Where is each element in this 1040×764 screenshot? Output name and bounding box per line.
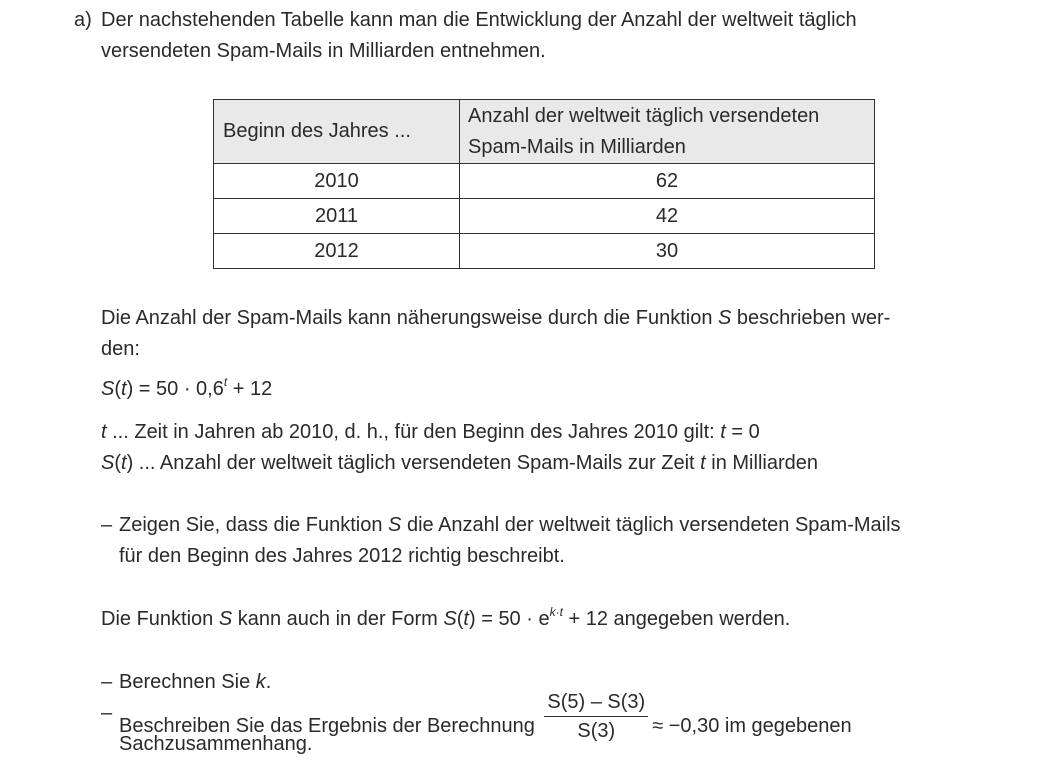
cell-year: 2010 <box>214 164 460 199</box>
task2-end: . <box>265 671 272 693</box>
alternative-form: Die Funktion S kann auch in der Form $S(t) = 50 \cdot e^{k\cdot t} + 12$ angegeben werden. <box>101 605 791 630</box>
legend-s-fn: S <box>101 452 115 474</box>
task1-line-2: für den Beginn des Jahres 2012 richtig beschreibt. <box>119 545 565 567</box>
cell-count: 62 <box>460 164 875 199</box>
header-count <box>460 100 875 164</box>
formula-argument: t <box>121 378 127 400</box>
dash-bullet: – <box>101 671 113 693</box>
legend-t-var: t <box>101 421 107 443</box>
task1-line-1 <box>119 510 1019 541</box>
legend-s-var: t <box>700 452 706 474</box>
task1-text: Zeigen Sie, dass die Funktion <box>119 514 389 536</box>
variable-legend <box>101 417 1001 479</box>
header-year: Beginn des Jahres ... <box>214 100 460 164</box>
cell-year: 2011 <box>214 199 460 234</box>
table-header-row <box>214 100 875 164</box>
cell-count: 30 <box>460 234 875 269</box>
task-list <box>101 667 1001 760</box>
desc-line-2: den: <box>101 338 140 360</box>
fraction-denominator: S(3) <box>577 720 616 742</box>
function-symbol: S <box>718 307 732 329</box>
task3-text: Beschreiben Sie das Ergebnis der Berechnung <box>119 714 541 737</box>
task1-text-end: die Anzahl der weltweit täglich versendeten Spam-Mails <box>401 514 901 536</box>
alt-arg: t <box>463 608 469 630</box>
desc-text-end: beschrieben wer- <box>736 307 891 329</box>
desc-line-1 <box>101 303 1001 334</box>
formula-rhs: ) = 50 · 0,6 <box>126 378 224 400</box>
legend-s-arg: t <box>121 452 127 474</box>
table-row <box>214 164 875 199</box>
function-formula: $S(t) = 50 \cdot 0,6^t + 12$ <box>101 375 273 400</box>
alt-exponent: k·t <box>549 605 563 619</box>
legend-t-var2: t <box>720 421 726 443</box>
task3-line-1 <box>119 691 1001 742</box>
dash-bullet: – <box>101 514 113 536</box>
formula-rhs-end: + 12 <box>227 378 273 400</box>
legend-s-text: ) ... Anzahl der weltweit täglich versendeten Spam-Mails zur Zeit <box>126 452 701 474</box>
table-row <box>214 199 875 234</box>
alt-fn: S <box>443 608 457 630</box>
legend-s: S(t) ... Anzahl der weltweit täglich versendeten Spam-Mails zur Zeit t in Milliarden <box>101 452 818 474</box>
task-describe-result <box>101 691 1001 760</box>
function-description <box>101 303 1001 365</box>
legend-s-end: in Milliarden <box>705 452 818 474</box>
table-row <box>214 234 875 269</box>
fraction-numerator: S(5) – S(3) <box>544 688 648 717</box>
task2-var: k <box>255 671 266 693</box>
task2-text: Berechnen Sie <box>119 671 256 693</box>
legend-t <box>101 417 1001 448</box>
intro-line-2: versendeten Spam-Mails in Milliarden entnehmen. <box>101 40 546 62</box>
intro-paragraph <box>74 5 1014 67</box>
header-count-line-2: Spam-Mails in Milliarden <box>468 135 686 158</box>
legend-t-end: = 0 <box>725 421 760 443</box>
task-label: a) <box>74 9 92 31</box>
alt-middle: kann auch in der Form <box>232 608 444 630</box>
intro-line-1: Der nachstehenden Tabelle kann man die Entwicklung der Anzahl der weltweit täglich <box>101 9 857 31</box>
task1-var: S <box>388 514 402 536</box>
alt-text: Die Funktion <box>101 608 219 630</box>
header-count-line-1: Anzahl der weltweit täglich versendeten <box>468 104 820 127</box>
alt-var: S <box>218 608 233 630</box>
dash-bullet: – <box>101 702 113 724</box>
spam-mail-table <box>213 99 875 269</box>
alt-rhs-end: + 12 angegeben werden. <box>562 608 791 630</box>
fraction <box>544 688 648 745</box>
task3-line-2: Sachzusammenhang. <box>119 733 313 755</box>
cell-year: 2012 <box>214 234 460 269</box>
formula-function: S <box>101 378 115 400</box>
alt-rhs: ) = 50 · e <box>468 608 550 630</box>
task-show-2012 <box>101 510 1019 572</box>
task3-approx: ≈ −0,30 im gegebenen <box>652 714 852 737</box>
desc-text: Die Anzahl der Spam-Mails kann näherungsweise durch die Funktion <box>101 307 713 329</box>
legend-t-text: ... Zeit in Jahren ab 2010, d. h., für den Beginn des Jahres 2010 gilt: <box>106 421 721 443</box>
cell-count: 42 <box>460 199 875 234</box>
formula-exponent: t <box>223 375 228 389</box>
